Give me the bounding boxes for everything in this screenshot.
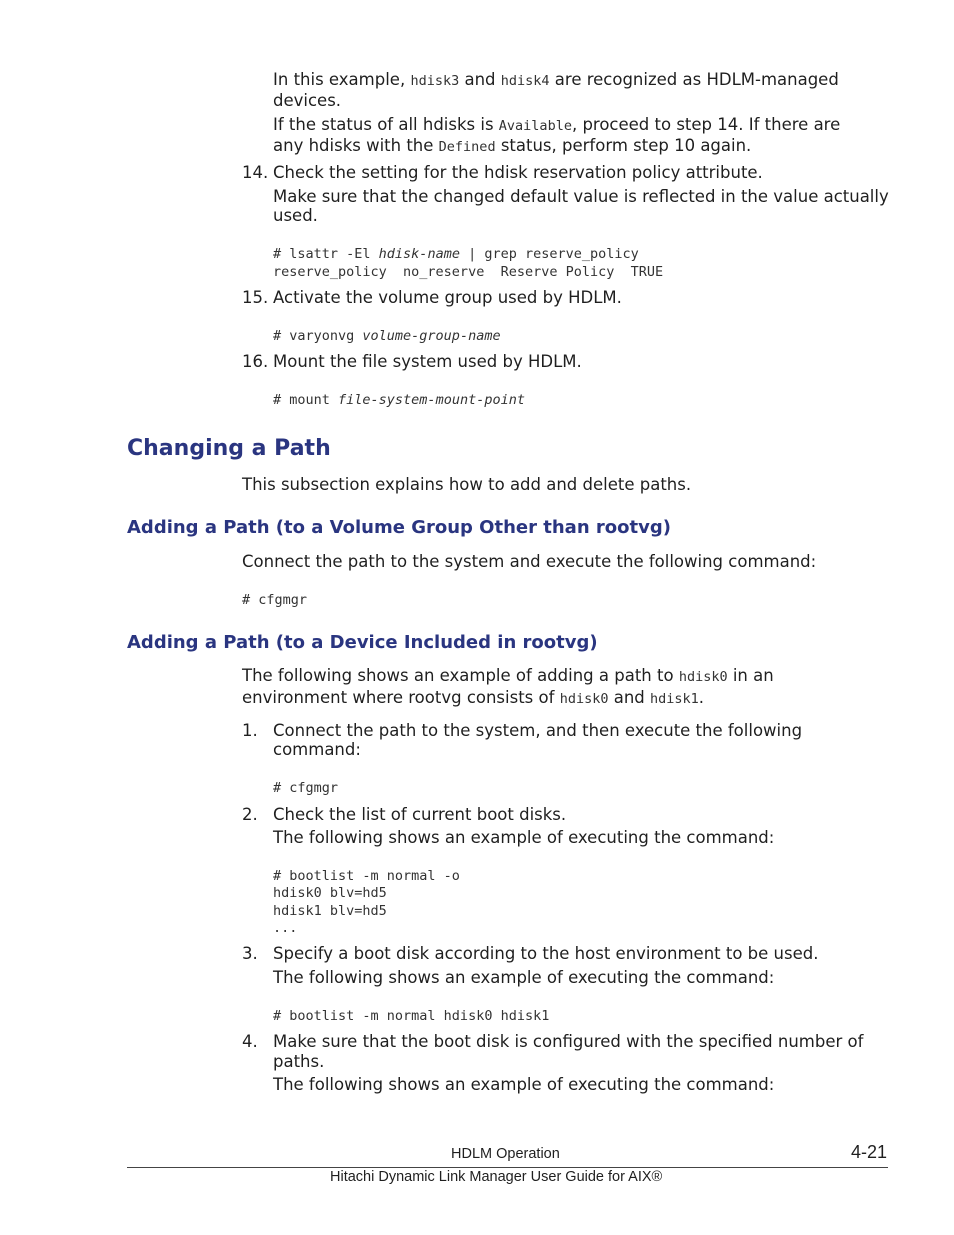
paragraph: Connect the path to the system and execute the following command: [242, 552, 817, 571]
step-number: 15. [242, 288, 269, 307]
code-line: hdisk0 blv=hd5 [273, 885, 387, 901]
section-intro: This subsection explains how to add and delete paths. [242, 475, 692, 494]
footer-divider [127, 1167, 888, 1168]
code-line: # varyonvg volume-group-name [273, 328, 501, 344]
step-number: 1. [242, 721, 258, 740]
code-line: # cfgmgr [242, 592, 308, 608]
paragraph-line2: environment where rootvg consists of hdisk0 and hdisk1. [242, 688, 705, 707]
step4-line2: paths. [273, 1052, 325, 1071]
footer-book-title: Hitachi Dynamic Link Manager User Guide for AIX® [330, 1169, 663, 1185]
paragraph-line1: The following shows an example of adding a path to hdisk0 in an [242, 666, 774, 685]
step4-desc: The following shows an example of executing the command: [273, 1075, 775, 1094]
step1-line2: command: [273, 740, 361, 759]
code-line: reserve_policy no_reserve Reserve Policy TRUE [273, 264, 664, 280]
code-line: # lsattr -El hdisk-name | grep reserve_policy [273, 246, 639, 262]
step2-title: Check the list of current boot disks. [273, 805, 567, 824]
step13-line1: In this example, hdisk3 and hdisk4 are recognized as HDLM-managed [273, 70, 839, 89]
step-number: 2. [242, 805, 258, 824]
step4-line1: Make sure that the boot disk is configured with the specified number of [273, 1032, 864, 1051]
step15-title: Activate the volume group used by HDLM. [273, 288, 622, 307]
subsection-heading: Adding a Path (to a Device Included in rootvg) [127, 632, 598, 653]
code-line: # mount file-system-mount-point [273, 392, 525, 408]
step16-title: Mount the file system used by HDLM. [273, 352, 582, 371]
code-line: ... [273, 920, 298, 936]
code-line: # bootlist -m normal -o [273, 868, 460, 884]
code-line: # bootlist -m normal hdisk0 hdisk1 [273, 1008, 550, 1024]
step2-desc: The following shows an example of executing the command: [273, 828, 775, 847]
step14-desc-line2: used. [273, 206, 318, 225]
step13-line2: devices. [273, 91, 342, 110]
step14-title: Check the setting for the hdisk reservation policy attribute. [273, 163, 763, 182]
step-number: 4. [242, 1032, 258, 1051]
code-line: # cfgmgr [273, 780, 339, 796]
step1-line1: Connect the path to the system, and then execute the following [273, 721, 803, 740]
code-line: hdisk1 blv=hd5 [273, 903, 387, 919]
step3-title: Specify a boot disk according to the host environment to be used. [273, 944, 819, 963]
step-number: 3. [242, 944, 258, 963]
page-number: 4-21 [851, 1142, 888, 1162]
step13-line3: If the status of all hdisks is Available, proceed to step 14. If there are [273, 115, 841, 134]
step13-line4: any hdisks with the Defined status, perform step 10 again. [273, 136, 752, 155]
subsection-heading: Adding a Path (to a Volume Group Other than rootvg) [127, 517, 671, 538]
step-number: 14. [242, 163, 269, 182]
step14-desc-line1: Make sure that the changed default value is reflected in the value actually [273, 187, 889, 206]
step-number: 16. [242, 352, 269, 371]
step3-desc: The following shows an example of executing the command: [273, 968, 775, 987]
footer-chapter: HDLM Operation [451, 1146, 560, 1162]
section-heading: Changing a Path [127, 436, 331, 461]
